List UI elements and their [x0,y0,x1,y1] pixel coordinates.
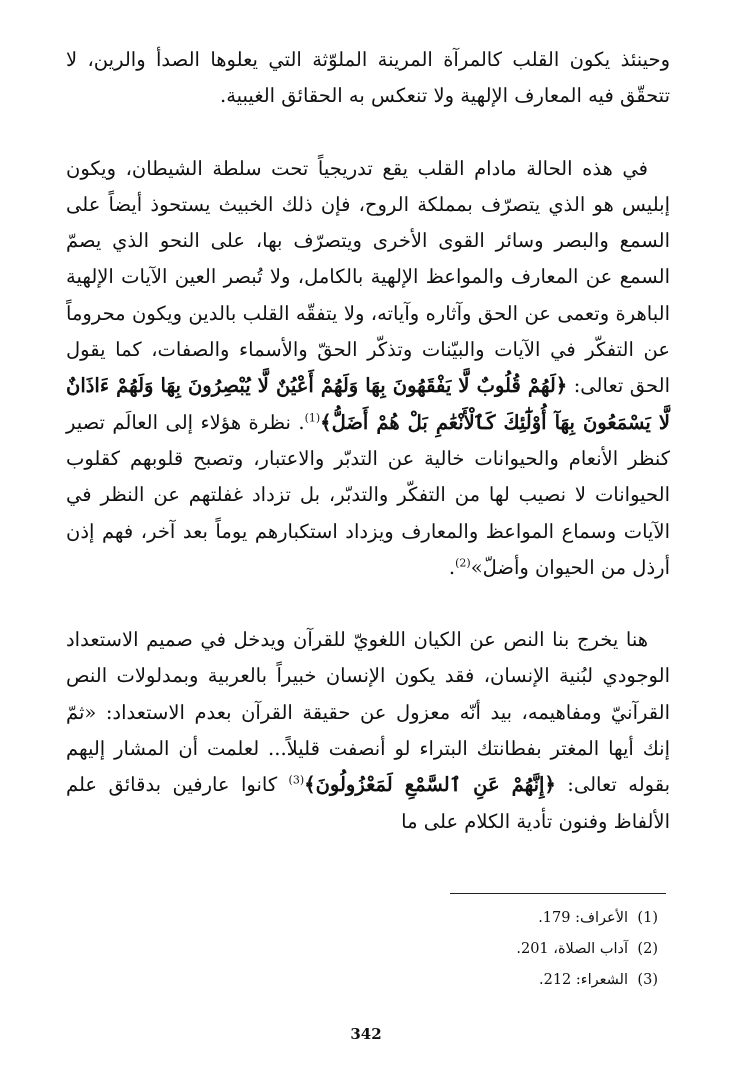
paragraph-2-text-2: . نظرة هؤلاء إلى العالَم تصير كنظر الأنعام والحيوانات خالية عن التدبّر والاعتبار، وتصبح قلوبهم كقلوب الحيوانات لا نصيب لها من التفكّر والتدبّر، بل تزداد غفلتهم عن النظر في الآيات وسماع المواعظ والمعارف ويزداد استكبارهم يوماً بعد آخر، فهم إذن أرذل من الحيوان وأضلّ» [66,410,670,579]
quran-verse-araf: ﴿لَهُمْ قُلُوبٌ لَّا يَفْقَهُونَ بِهَا وَلَهُمْ أَعْيُنٌ لَّا يُبْصِرُونَ بِهَا وَلَهُمْ ءَاذَانٌ لَّا يَسْمَعُونَ بِهَآ أُوْلَٰٓئِكَ كَٱلْأَنْعَٰمِ بَلْ هُمْ أَضَلُّ﴾ [66,374,670,434]
footnote-ref-3: (3) [288,773,305,787]
paragraph-3-text-1: هنا يخرج بنا النص عن الكيان اللغويّ للقرآن ويدخل في صميم الاستعداد الوجودي لبُنية الإنسان، فقد يكون الإنسان خبيراً بالعربية وبمدلولات النص القرآنيّ ومفاهيمه، بيد أنّه معزول عن حقيقة القرآن بعدم الاستعداد: «ثمّ إنك أيها المغتر بفطانتك البتراء لو أنصفت قليلاً... لعلمت أن المشار إليهم بقوله تعالى: [66,628,670,797]
paragraph-2 [66,151,670,587]
footnotes [258,903,658,996]
paragraph-2-text-1: في هذه الحالة مادام القلب يقع تدريجياً تحت سلطة الشيطان، ويكون إبليس هو الذي يتصرّف بمملكة الروح، فإن ذلك الخبيث يستحوذ أيضاً على السمع والبصر وسائر القوى الأخرى ويتصرّف بها، على النحو الذي يصمّ السمع عن المعارف والمواعظ الإلهية بالكامل، ولا تُبصر العين الآيات الإلهية الباهرة وتعمى عن الحق وآثاره وآياته، ولا يتفقّه القلب بالدين ويكون محروماً عن التفكّر في الآيات والبيّنات وتذكّر الحقّ والأسماء والصفات، كما يقول الحق تعالى: [66,156,670,398]
paragraph-1 [66,42,670,115]
footnote-text: آداب الصلاة، 201. [516,941,628,957]
footnote-number: (3) [637,972,658,988]
quran-verse-shuara: ﴿إِنَّهُمْ عَنِ ٱلسَّمْعِ لَمَعْزُولُونَ﴾ [304,773,556,797]
footnote-ref-1: (1) [304,411,321,425]
footnote-number: (1) [637,910,658,926]
page-number: 342 [350,1025,382,1043]
footnote-item [258,934,658,965]
paragraph-3 [66,622,670,840]
page-body [66,42,670,840]
footnote-text: الأعراف: 179. [538,910,628,926]
footnote-ref-2: (2) [455,556,471,570]
paragraph-2-text-3: . [448,555,456,579]
paragraph-3-text-2: كانوا عارفين بدقائق علم الألفاظ وفنون تأدية الكلام على ما [66,773,670,833]
footnote-item [258,903,658,934]
footnote-divider [450,893,666,894]
footnote-text: الشعراء: 212. [538,972,628,988]
footnote-item [258,965,658,996]
paragraph-1-text: وحينئذ يكون القلب كالمرآة المرينة الملوّثة التي يعلوها الصدأ والرين، لا تتحقّق فيه المعارف الإلهية ولا تنعكس به الحقائق الغيبية. [66,48,670,108]
footnote-number: (2) [637,941,658,957]
